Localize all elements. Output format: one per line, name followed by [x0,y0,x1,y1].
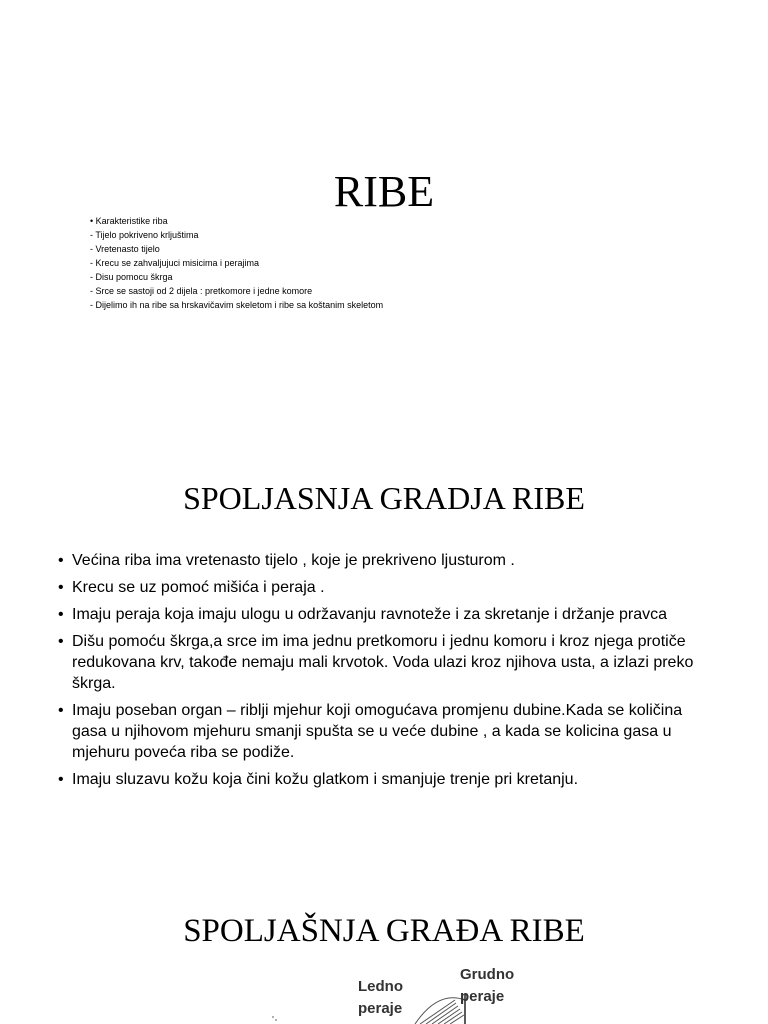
list-item-text: Većina riba ima vretenasto tijelo , koje je prekriveno ljusturom . [72,552,515,569]
bullet-icon: • [58,633,64,650]
list-item [58,700,708,763]
list-item [58,769,708,790]
list-item: - Krecu se zahvaljujuci misicima i perajima [90,258,260,268]
bullet-icon: • [58,552,64,569]
bullet-icon: • [58,606,64,623]
list-item-text: Imaju poseban organ – riblji mjehur koji omogućava promjenu dubine.Kada se količina gasa u njihovom mjehuru smanji spušta se u veće dubine , a kada se kolicina gasa u mjehuru poveća riba se podiže. [72,702,683,761]
list-item-text: Krecu se uz pomoć mišića i peraja . [72,579,325,596]
list-item [58,604,708,625]
slide-title-spoljasnja-grada: SPOLJAŠNJA GRAĐA RIBE [183,913,585,949]
list-item: - Vretenasto tijelo [90,244,160,254]
bullet-icon: • [58,702,64,719]
grudno-peraje-label: Grudno peraje [460,966,515,1005]
list-item: - Srce se sastoji od 2 dijela : pretkomore i jedne komore [90,286,313,296]
list-item [58,577,708,598]
characteristics-list [90,214,690,312]
list-item [58,550,708,571]
bullet-icon: • [58,771,64,788]
list-item: • Karakteristike riba [90,216,168,226]
bullet-icon: • [58,579,64,596]
list-item: - Dijelimo ih na ribe sa hrskavičavim skeletom i ribe sa koštanim skeletom [90,300,384,310]
slide-title-ribe: RIBE [333,167,435,216]
ledno-peraje-label: Ledno peraje [358,978,403,1017]
list-item: - Tijelo pokriveno krljuštima [90,230,199,240]
fish-diagram [270,960,540,1024]
list-item-text: Dišu pomoću škrga,a srce im ima jednu pretkomoru i jednu komoru i kroz njega protiče redukovana krv, takođe nemaju mali krvotok. Voda ulazi kroz njihova usta, a izlazi preko škrga. [72,633,694,692]
list-item-text: Imaju sluzavu kožu koja čini kožu glatkom i smanjuje trenje pri kretanju. [72,771,579,788]
list-item [58,631,708,694]
external-anatomy-list [58,550,708,796]
list-item: - Disu pomocu škrga [90,272,173,282]
slide-title-spoljasnja-gradja: SPOLJASNJA GRADJA RIBE [183,480,585,516]
list-item-text: Imaju peraja koja imaju ulogu u održavanju ravnoteže i za skretanje i držanje pravca [72,606,667,623]
